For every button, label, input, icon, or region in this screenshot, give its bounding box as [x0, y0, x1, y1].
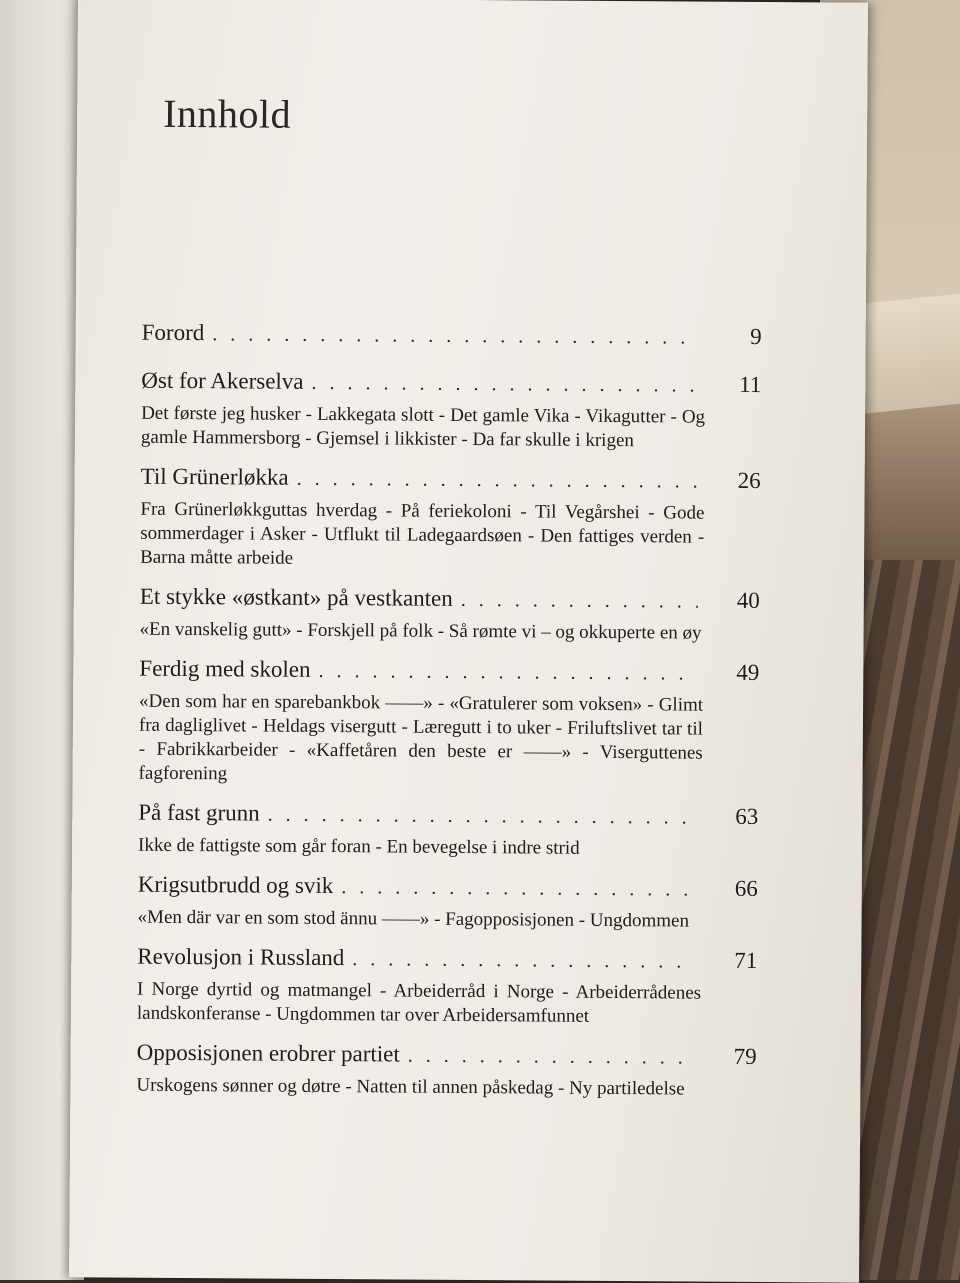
toc-entry-subtopics: «Den som har en sparebankbok ——» - «Gratulerer som voksen» - Glimt fra dagliglivet - Heldags visergutt - Læregutt i to uker - Friluftslivet tar til - Fabrikkarbeider - «Kaffetåren den beste er ——» - Viserguttenes fagforening [138, 690, 704, 785]
toc-entry-title: Øst for Akerselva [141, 367, 304, 394]
toc-page-number: 11 [739, 371, 762, 398]
dot-leader [400, 1045, 695, 1070]
dot-leader [453, 589, 698, 614]
toc-entry-title: Krigsutbrudd og svik [137, 871, 334, 899]
page-title: Innhold [163, 90, 292, 137]
toc-entry [142, 320, 762, 358]
toc-entry-title: Til Grünerløkka [140, 463, 289, 490]
dot-leader [310, 660, 697, 686]
toc-entry-subtopics: Ikke de fattigste som går foran - En bevegelse i indre strid [138, 834, 580, 859]
book-page [69, 0, 868, 1283]
toc-page-number: 49 [736, 659, 760, 686]
toc-entry-title: På fast grunn [138, 799, 260, 826]
dot-leader [289, 468, 699, 494]
toc-entry [140, 464, 761, 574]
dot-leader [260, 804, 697, 830]
toc-entry [136, 1040, 756, 1102]
toc-entry-title: Revolusjon i Russland [137, 943, 345, 971]
toc-entry-subtopics: I Norge dyrtid og matmangel - Arbeiderråd i Norge - Arbeiderrådenes landskonferanse - Ungdommen tar over Arbeidersamfunnet [136, 978, 702, 1027]
toc-entry [139, 656, 760, 790]
toc-entry [140, 584, 760, 646]
toc-entry-title: Et stykke «østkant» på vestkanten [139, 583, 453, 611]
toc-page-number: 79 [733, 1043, 757, 1070]
toc-entry [141, 368, 762, 454]
toc-entry-subtopics: «En vanskelig gutt» - Forskjell på folk - Så rømte vi – og okkuperte en øy [139, 618, 702, 644]
toc-page-number: 63 [735, 803, 759, 830]
toc-entry-title: Opposisjonen erobrer partiet [136, 1039, 400, 1067]
toc-entry [137, 944, 758, 1030]
toc-page-number: 66 [734, 875, 758, 902]
toc-entry-subtopics: Det første jeg husker - Lakkegata slott - Det gamle Vika - Vikagutter - Og gamle Hammersborg - Gjemsel i likkister - Da far skulle i krigen [140, 402, 706, 452]
toc-entry-subtopics: Fra Grünerløkkguttas hverdag - På feriekoloni - Til Vegårshei - Gode sommerdager i Asker - Utflukt til Ladegaardsøen - Den fattiges verden - Barna måtte arbeide [140, 498, 705, 569]
toc-page-number: 40 [736, 587, 760, 614]
toc-entry-subtopics: «Men där var en som stod ännu ——» - Fagopposisjonen - Ungdommen [137, 906, 690, 932]
dot-leader [303, 372, 699, 398]
toc-page-number: 9 [750, 323, 762, 350]
dot-leader [204, 323, 700, 349]
dot-leader [344, 948, 695, 973]
toc-entry [138, 872, 758, 934]
toc-entry-title: Ferdig med skolen [139, 655, 311, 682]
table-of-contents [136, 320, 762, 1116]
toc-entry-subtopics: Urskogens sønner og døtre - Natten til annen påskedag - Ny partiledelse [136, 1074, 685, 1100]
toc-entry-title: Forord [141, 319, 205, 346]
toc-entry [138, 800, 758, 862]
toc-page-number: 26 [737, 467, 761, 494]
dot-leader [333, 876, 696, 902]
toc-page-number: 71 [734, 947, 758, 974]
background-clutter [860, 560, 960, 1280]
